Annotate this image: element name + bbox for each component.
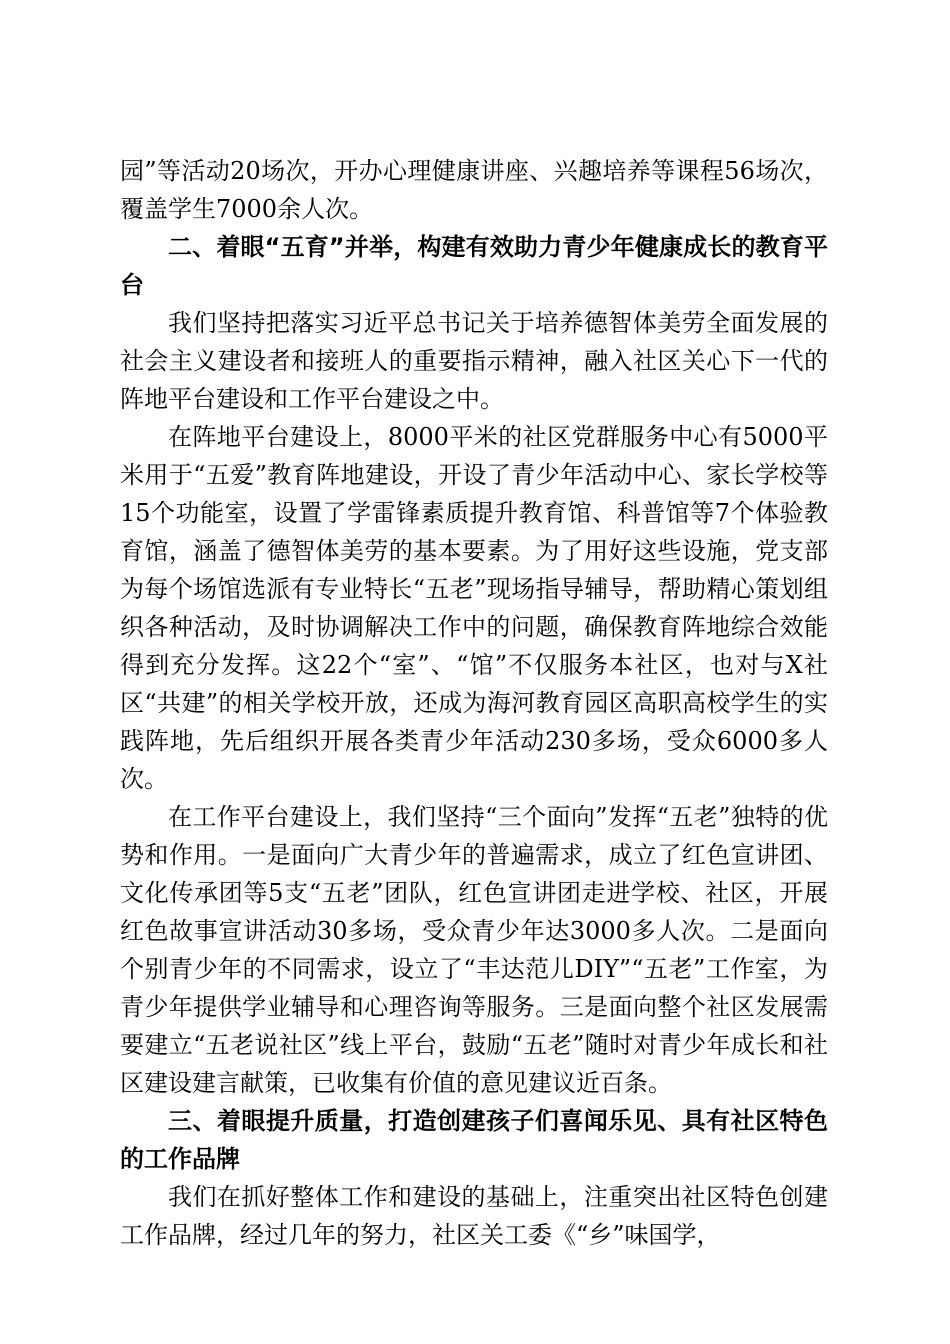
paragraph-brand: 我们在抓好整体工作和建设的基础上，注重突出社区特色创建工作品牌，经过几年的努力，社区关工委《“乡”味国学， (120, 1183, 828, 1249)
paragraph-position-platform: 在阵地平台建设上，8000平米的社区党群服务中心有5000平米用于“五爱”教育阵地建设，开设了青少年活动中心、家长学校等15个功能室，设置了学雷锋素质提升教育馆、科普馆等7个体验教育馆，涵盖了德智体美劳的基本要素。为了用好这些设施，党支部为每个场馆选派有专业特长“五老”现场指导辅导，帮助精心策划组织各种活动，及时协调解决工作中的问题，确保教育阵地综合效能得到充分发挥。这22个“室”、“馆”不仅服务本社区，也对与X社区“共建”的相关学校开放，还成为海河教育园区高职高校学生的实践阵地，先后组织开展各类青少年活动230多场，受众6000多人次。 (120, 423, 828, 793)
document-body (120, 152, 828, 1254)
paragraph-continuation: 园”等活动20场次，开办心理健康讲座、兴趣培养等课程56场次，覆盖学生7000余人次。 (120, 157, 828, 223)
paragraph-intro: 我们坚持把落实习近平总书记关于培养德智体美劳全面发展的社会主义建设者和接班人的重要指示精神，融入社区关心下一代的阵地平台建设和工作平台建设之中。 (120, 309, 828, 413)
section-heading-3: 三、着眼提升质量，打造创建孩子们喜闻乐见、具有社区特色的工作品牌 (120, 1107, 828, 1173)
section-heading-2: 二、着眼“五育”并举，构建有效助力青少年健康成长的教育平台 (120, 233, 828, 299)
paragraph-work-platform: 在工作平台建设上，我们坚持“三个面向”发挥“五老”独特的优势和作用。一是面向广大青少年的普遍需求，成立了红色宣讲团、文化传承团等5支“五老”团队，红色宣讲团走进学校、社区，开展红色故事宣讲活动30多场，受众青少年达3000多人次。二是面向个别青少年的不同需求，设立了“丰达范儿DIY”“五老”工作室，为青少年提供学业辅导和心理咨询等服务。三是面向整个社区发展需要建立“五老说社区”线上平台，鼓励“五老”随时对青少年成长和社区建设建言献策，已收集有价值的意见建议近百条。 (120, 803, 828, 1097)
